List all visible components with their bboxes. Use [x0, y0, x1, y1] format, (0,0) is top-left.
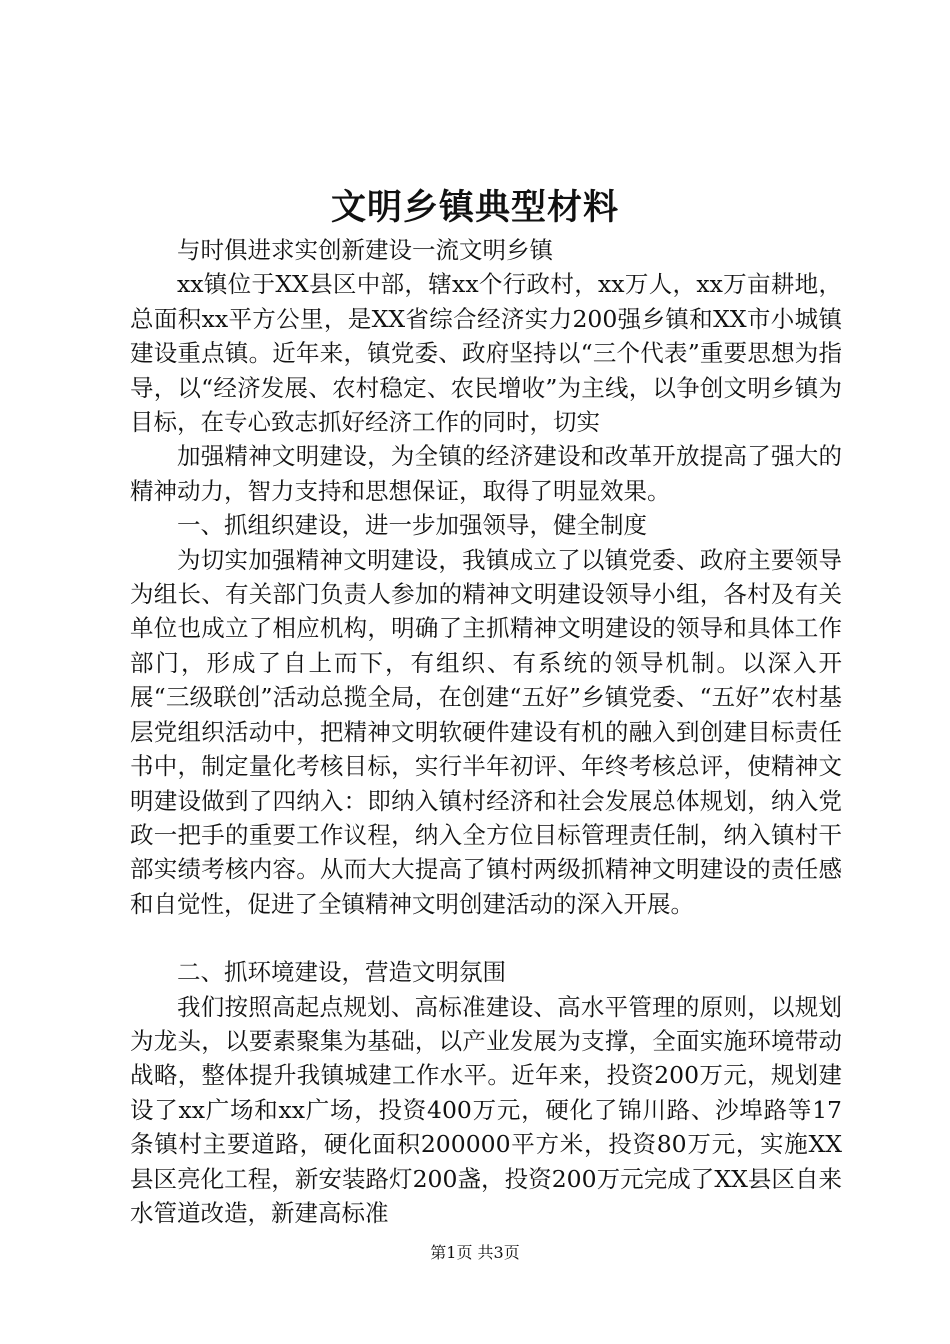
page-footer: 第1页 共3页 [430, 1243, 520, 1262]
body-paragraph: 我们按照高起点规划、高标准建设、高水平管理的原则，以规划为龙头，以要素聚集为基础，以产业发展为支撑，全面实施环境带动战略，整体提升我镇城建工作水平。近年来，投资200万元，规划建设了xx广场和xx广场，投资400万元，硬化了锦川路、沙埠路等17条镇村主要道路，硬化面积200000平方米，投资80万元，实施XX县区亮化工程，新安装路灯200盏，投资200万元完成了XX县区自来水管道改造，新建高标准 [130, 992, 842, 1227]
body-paragraph: xx镇位于XX县区中部，辖xx个行政村，xx万人，xx万亩耕地，总面积xx平方公里，是XX省综合经济实力200强乡镇和XX市小城镇建设重点镇。近年来，镇党委、政府坚持以“三个代表”重要思想为指导，以“经济发展、农村稳定、农民增收”为主线，以争创文明乡镇为目标，在专心致志抓好经济工作的同时，切实 [130, 270, 842, 437]
body-paragraph: 加强精神文明建设，为全镇的经济建设和改革开放提高了强大的精神动力，智力支持和思想保证，取得了明显效果。 [130, 442, 842, 505]
document-title: 文明乡镇典型材料 [330, 187, 619, 228]
subtitle-paragraph: 与时俱进求实创新建设一流文明乡镇 [177, 236, 553, 264]
section-heading: 二、抓环境建设，营造文明氛围 [177, 958, 506, 987]
section-heading: 一、抓组织建设，进一步加强领导，健全制度 [177, 511, 647, 540]
body-paragraph: 为切实加强精神文明建设，我镇成立了以镇党委、政府主要领导为组长、有关部门负责人参加的精神文明建设领导小组，各村及有关单位也成立了相应机构，明确了主抓精神文明建设的领导和具体工作部门，形成了自上而下，有组织、有系统的领导机制。以深入开展“三级联创”活动总揽全局，在创建“五好”乡镇党委、“五好”农村基层党组织活动中，把精神文明软硬件建设有机的融入到创建目标责任书中，制定量化考核目标，实行半年初评、年终考核总评，使精神文明建设做到了四纳入：即纳入镇村经济和社会发展总体规划，纳入党政一把手的重要工作议程，纳入全方位目标管理责任制，纳入镇村干部实绩考核内容。从而大大提高了镇村两级抓精神文明建设的责任感和自觉性，促进了全镇精神文明创建活动的深入开展。 [130, 545, 842, 918]
document-body [130, 233, 842, 1230]
